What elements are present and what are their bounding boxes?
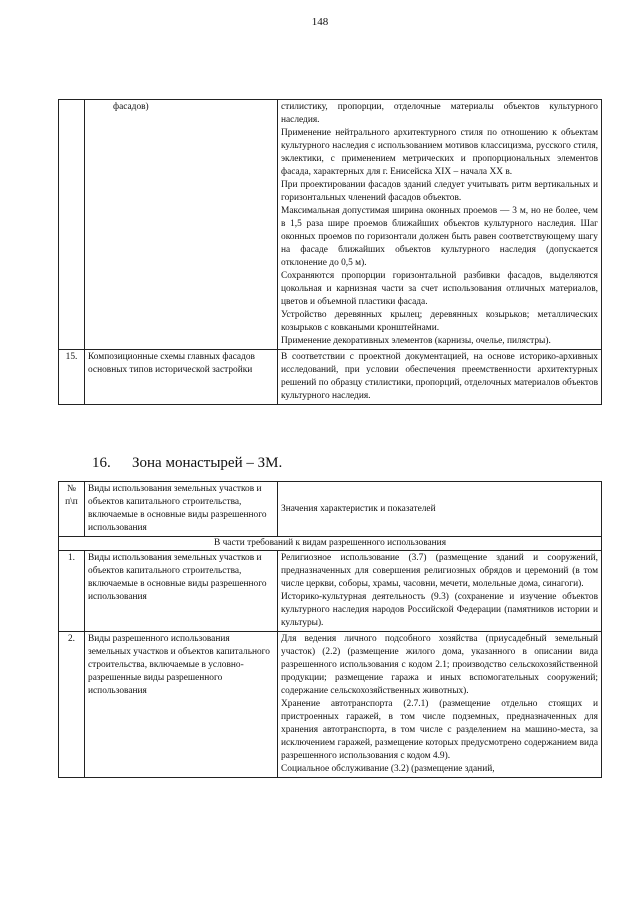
value-paragraph: Максимальная допустимая ширина оконных проемов — 3 м, но не более, чем в 1,5 раза шире проемов ближайших объектов культурного наследия. Шаг оконных проемов по горизонтали должен быть равен соответствующему шагу на фасаде ближайших объектов культурного наследия (допускается отклонение до 0,5 м). xyxy=(281,206,598,268)
row-number: 2. xyxy=(59,632,85,778)
row-value xyxy=(278,350,602,405)
table-row xyxy=(59,100,602,350)
header-number: № п\п xyxy=(59,482,85,537)
row-value xyxy=(278,551,602,632)
value-paragraph: Для ведения личного подсобного хозяйства (приусадебный земельный участок) (2.2) (размещение жилого дома, указанного в описании вида разрешенного использования с кодом 2.1; производство сельскохозяйственной продукции; размещение гаража и иных вспомогательных сооружений; содержание сельскохозяйственных животных). xyxy=(281,634,598,696)
section-number: 16. xyxy=(92,455,111,471)
section-row-label: В части требований к видам разрешенного использования xyxy=(59,537,602,551)
header-label: Виды использования земельных участков и объектов капитального строительства, включаемые в основные виды разрешенного использования xyxy=(85,482,278,537)
table-row xyxy=(59,350,602,405)
value-paragraph: Сохраняются пропорции горизонтальной разбивки фасадов, выделяются цокольная и карнизная части за счет использования отличных материалов, цветов и объемной пластики фасада. xyxy=(281,271,598,307)
value-paragraph: При проектировании фасадов зданий следует учитывать ритм вертикальных и горизонтальных членений фасадов объектов. xyxy=(281,180,598,203)
value-paragraph: В соответствии с проектной документацией, на основе историко-архивных исследований, при условии обеспечения преемственности архитектурных решений по образцу стилистики, пропорций, отделочных материалов объектов культурного наследия. xyxy=(281,352,598,401)
value-paragraph: стилистику, пропорции, отделочные материалы объектов культурного наследия. xyxy=(281,102,598,125)
zone-requirements-table xyxy=(58,481,602,778)
row-label: Виды использования земельных участков и объектов капитального строительства, включаемые в основные виды разрешенного использования xyxy=(85,551,278,632)
header-value: Значения характеристик и показателей xyxy=(278,482,602,537)
value-paragraph: Хранение автотранспорта (2.7.1) (размещение отдельно стоящих и пристроенных гаражей, в том числе подземных, предназначенных для хранения автотранспорта, в том числе с разделением на машино-места, за исключением гаражей, размещение которых предусмотрено содержанием вида разрешенного использования с кодом 4.9). xyxy=(281,699,598,761)
row-number: 1. xyxy=(59,551,85,632)
value-paragraph: Историко-культурная деятельность (9.3) (сохранение и изучение объектов культурного наследия народов Российской Федерации (памятников истории и культуры). xyxy=(281,592,598,628)
table-row xyxy=(59,551,602,632)
row-label: Композиционные схемы главных фасадов основных типов исторической застройки xyxy=(85,350,278,405)
value-paragraph: Религиозное использование (3.7) (размещение зданий и сооружений, предназначенных для совершения религиозных обрядов и церемоний (в том числе церкви, соборы, храмы, часовни, мечети, молельные дома, синагоги). xyxy=(281,553,598,589)
table-header-row xyxy=(59,482,602,537)
row-label: фасадов) xyxy=(85,100,278,350)
requirements-table-continued xyxy=(58,99,602,405)
row-number xyxy=(59,100,85,350)
value-paragraph: Применение декоративных элементов (карнизы, очелье, пилястры). xyxy=(281,336,551,346)
row-value xyxy=(278,632,602,778)
row-label: Виды разрешенного использования земельных участков и объектов капитального строительства, включаемые в условно-разрешенные виды разрешенного использования xyxy=(85,632,278,778)
section-title: Зона монастырей – ЗМ. xyxy=(132,455,283,471)
page-number: 148 xyxy=(311,16,329,28)
value-paragraph: Устройство деревянных крылец; деревянных козырьков; металлических козырьков с ковкаными кронштейнами. xyxy=(281,310,598,333)
table-row xyxy=(59,632,602,778)
table-section-row xyxy=(59,537,602,551)
value-paragraph: Социальное обслуживание (3.2) (размещение зданий, xyxy=(281,764,495,774)
row-number: 15. xyxy=(59,350,85,405)
row-value xyxy=(278,100,602,350)
value-paragraph: Применение нейтрального архитектурного стиля по отношению к объектам культурного наследия с использованием мотивов классицизма, русского стиля, эклектики, с применением метрических и пропорциональных элементов фасада, характерных для г. Енисейска XIX – начала XX в. xyxy=(281,128,598,177)
section-heading xyxy=(92,455,282,472)
